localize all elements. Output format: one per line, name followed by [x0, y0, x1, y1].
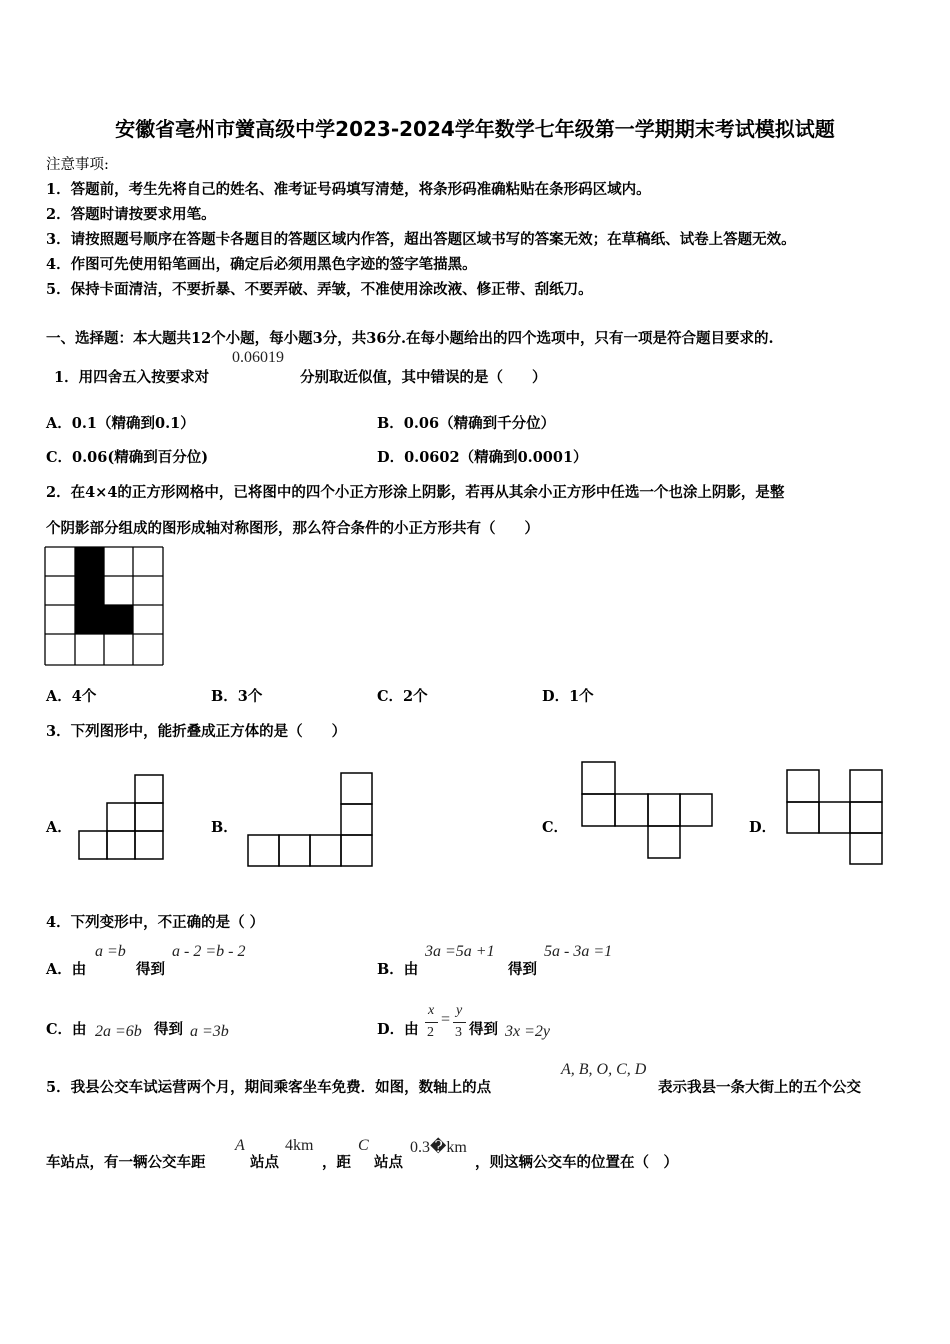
q3-option-b-label: B．	[211, 819, 238, 836]
q4-option-c-label: C．由	[46, 1021, 87, 1038]
q3-net-c	[580, 760, 715, 861]
q4-d-x-denominator: 2	[427, 1025, 434, 1040]
q4-c-connector: 得到	[154, 1021, 183, 1038]
q4-a-result: a - 2 =b - 2	[172, 943, 246, 960]
q1-stem-post: 分别取近似值，其中错误的是（ ）	[300, 369, 547, 386]
q2-stem-line2: 个阴影部分组成的图形成轴对称图形，那么符合条件的小正方形共有（ ）	[46, 520, 539, 537]
q5-line2-text: 站点	[250, 1154, 279, 1171]
page-title: 安徽省亳州市黉高级中学2023-2024学年数学七年级第一学期期末考试模拟试题	[115, 117, 835, 141]
q5-line2-text: ，距	[322, 1154, 351, 1171]
fraction-bar	[425, 1022, 438, 1023]
q3-option-c-label: C．	[542, 819, 569, 836]
q4-c-premise: 2a =6b	[95, 1023, 142, 1040]
q4-stem: 4．下列变形中，不正确的是（ ）	[46, 914, 265, 931]
q5-stem-post: 表示我县一条大街上的五个公交	[658, 1079, 861, 1096]
notice-item: 1．答题前，考生先将自己的姓名、准考证号码填写清楚，将条形码准确粘贴在条形码区域内。	[46, 181, 651, 198]
q4-b-premise: 3a =5a +1	[425, 943, 495, 960]
q1-option-a: A．0.1（精确到0.1）	[46, 415, 195, 432]
q1-stem-pre: 1．用四舍五入按要求对	[54, 369, 210, 386]
fraction-bar	[453, 1022, 466, 1023]
q1-value: 0.06019	[232, 349, 284, 366]
q3-option-d-label: D．	[749, 819, 777, 836]
q4-option-a-label: A．由	[46, 961, 87, 978]
q4-option-b-label: B．由	[377, 961, 419, 978]
q3-stem: 3．下列图形中，能折叠成正方体的是（ ）	[46, 723, 347, 740]
q2-option-a: A．4个	[46, 688, 97, 705]
q4-a-connector: 得到	[136, 961, 165, 978]
q4-a-premise: a =b	[95, 943, 126, 960]
notice-item: 4．作图可先使用铅笔画出，确定后必须用黑色字迹的签字笔描黑。	[46, 256, 477, 273]
q1-option-d: D．0.0602（精确到0.0001）	[377, 449, 588, 466]
shaded-cell	[75, 576, 104, 605]
q5-distance-a: 4km	[285, 1137, 314, 1154]
q4-d-y-numerator: y	[456, 1003, 463, 1018]
q4-b-connector: 得到	[508, 961, 537, 978]
q2-option-c: C．2个	[377, 688, 428, 705]
section-heading: 一、选择题：本大题共12个小题，每小题3分，共36分.在每小题给出的四个选项中，只有一项是符合题目要求的.	[46, 330, 774, 347]
q4-d-equals: =	[441, 1011, 451, 1028]
q4-c-result: a =3b	[190, 1023, 229, 1040]
q4-d-connector: 得到	[469, 1021, 498, 1038]
q5-point-a: A	[235, 1137, 245, 1154]
q2-option-d: D．1个	[542, 688, 594, 705]
shaded-cell	[75, 547, 104, 576]
q5-line2-text: ，则这辆公交车的位置在（ ）	[475, 1154, 678, 1171]
notice-item: 5．保持卡面清洁，不要折暴、不要弄破、弄皱，不准使用涂改液、修正带、刮纸刀。	[46, 281, 593, 298]
q5-point-c: C	[358, 1137, 369, 1154]
q3-option-a-label: A．	[46, 819, 72, 836]
notice-heading: 注意事项:	[46, 157, 109, 173]
q5-line2-text: 站点	[374, 1154, 403, 1171]
q2-option-b: B．3个	[211, 688, 263, 705]
q3-net-b	[246, 771, 375, 869]
notice-item: 3．请按照题号顺序在答题卡各题目的答题区域内作答，超出答题区域书写的答案无效；在草稿纸、试卷上答题无效。	[46, 231, 796, 248]
q3-net-d	[785, 768, 885, 866]
q5-stem-pre: 5．我县公交车试运营两个月，期间乘客坐车免费．如图，数轴上的点	[46, 1079, 492, 1096]
q5-points: A, B, O, C, D	[561, 1061, 647, 1078]
q4-d-x-numerator: x	[428, 1003, 435, 1018]
q2-grid-figure	[44, 546, 166, 668]
q1-option-b: B．0.06（精确到千分位）	[377, 415, 556, 432]
shaded-cell	[104, 605, 133, 634]
notice-item: 2．答题时请按要求用笔。	[46, 206, 216, 223]
q4-b-result: 5a - 3a =1	[544, 943, 613, 960]
q3-net-a	[76, 774, 166, 862]
shaded-cell	[75, 605, 104, 634]
q2-stem-line1: 2．在4×4的正方形网格中，已将图中的四个小正方形涂上阴影，若再从其余小正方形中任选一个也涂上阴影，是整	[46, 484, 785, 501]
q5-distance-c: 0.3�km	[410, 1139, 467, 1156]
q5-line2-text: 车站点，有一辆公交车距	[46, 1154, 206, 1171]
q4-option-d-label: D．由	[377, 1021, 419, 1038]
q1-option-c: C．0.06(精确到百分位)	[46, 449, 209, 466]
q4-d-result: 3x =2y	[505, 1023, 550, 1040]
q4-d-y-denominator: 3	[455, 1025, 462, 1040]
